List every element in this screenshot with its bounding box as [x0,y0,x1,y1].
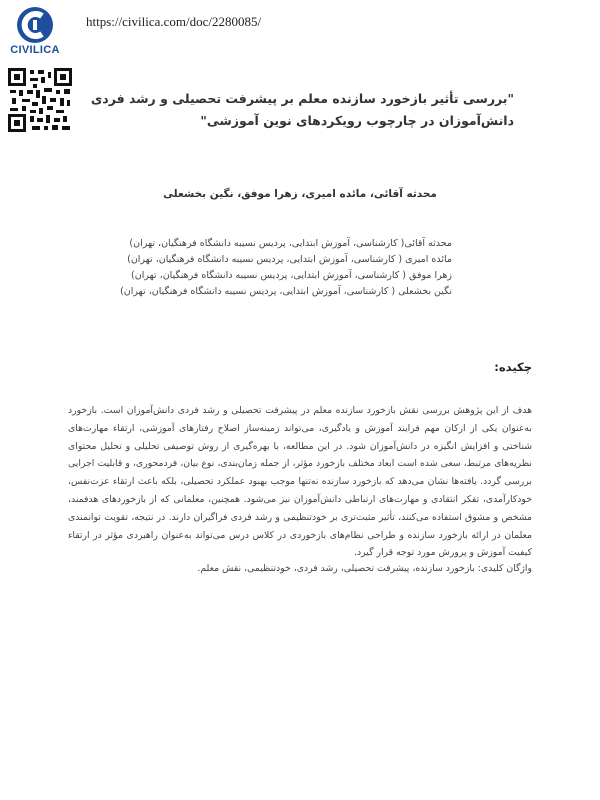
civilica-logo-icon [14,6,56,44]
abstract-heading: چکیده: [494,360,532,374]
paper-title: "بررسی تأثیر بازخورد سازنده معلم بر پیشرفت تحصیلی و رشد فردی دانش‌آموزان در چارچوب رویکردهای نوین آموزشی" [90,91,514,128]
civilica-logo[interactable] [6,6,64,58]
logo-text: CIVILICA [10,44,60,56]
affiliations [120,236,452,300]
qr-code-icon [8,68,72,132]
abstract-text: هدف از این پژوهش بررسی نقش بازخورد سازنده معلم در پیشرفت تحصیلی و رشد فردی دانش‌آموزان است. بازخورد به‌عنوان یکی از ارکان مهم فرایند آموزش و یادگیری، می‌تواند زمینه‌ساز اصلاح رفتارهای آموزشی، ارتقاء مهارت‌های شناختی و افزایش انگیزه در دانش‌آموزان شود. در این مطالعه، با بهره‌گیری از روش توصیفی تحلیلی و تحلیل محتوای نظریه‌های مرتبط، سعی شده است ابعاد مختلف بازخورد مؤثر، از جمله زمان‌بندی، نوع بیان، فردمحوری، و قابلیت اجرایی بررسی گردد. یافته‌ها نشان می‌دهد که بازخورد سازنده نه‌تنها موجب بهبود عملکرد تحصیلی، بلکه باعث ارتقاء عزت‌نفس، خودکارآمدی، تفکر انتقادی و مهارت‌های ارتباطی دانش‌آموزان نیز می‌شود. همچنین، معلمانی که از بازخوردهای هدفمند، مشخص و مشوق استفاده می‌کنند، تأثیر مثبت‌تری بر خودتنظیمی و رشد فردی فراگیران دارند. در نتیجه، تقویت توانمندی معلمان در ارائه بازخورد سازنده و طراحی نظام‌های بازخوردی در کلاس درس می‌تواند به‌عنوان راهبردی مؤثر در ارتقاء کیفیت آموزش و پرورش مورد توجه قرار گیرد. [68,405,532,559]
affiliation-line: محدثه آقائی( کارشناسی، آموزش ابتدایی، پردیس نسیبه دانشگاه فرهنگیان، تهران) [129,238,452,249]
affiliation-line: مائده امیری ( کارشناسی، آموزش ابتدایی، پردیس نسیبه دانشگاه فرهنگیان، تهران) [127,254,452,265]
keywords: واژگان کلیدی: بازخورد سازنده، پیشرفت تحصیلی، رشد فردی، خودتنظیمی، نقش معلم. [197,563,532,574]
source-url[interactable]: https://civilica.com/doc/2280085/ [86,14,262,29]
affiliation-line: نگین بخشعلی ( کارشناسی، آموزش ابتدایی، پردیس نسیبه دانشگاه فرهنگیان، تهران) [120,286,452,297]
author-list: محدثه آقائی، مائده امیری، زهرا موفق، نگین بخشعلی [163,188,437,200]
affiliation-line: زهرا موفق ( کارشناسی، آموزش ابتدایی، پردیس نسیبه دانشگاه فرهنگیان، تهران) [131,270,452,281]
